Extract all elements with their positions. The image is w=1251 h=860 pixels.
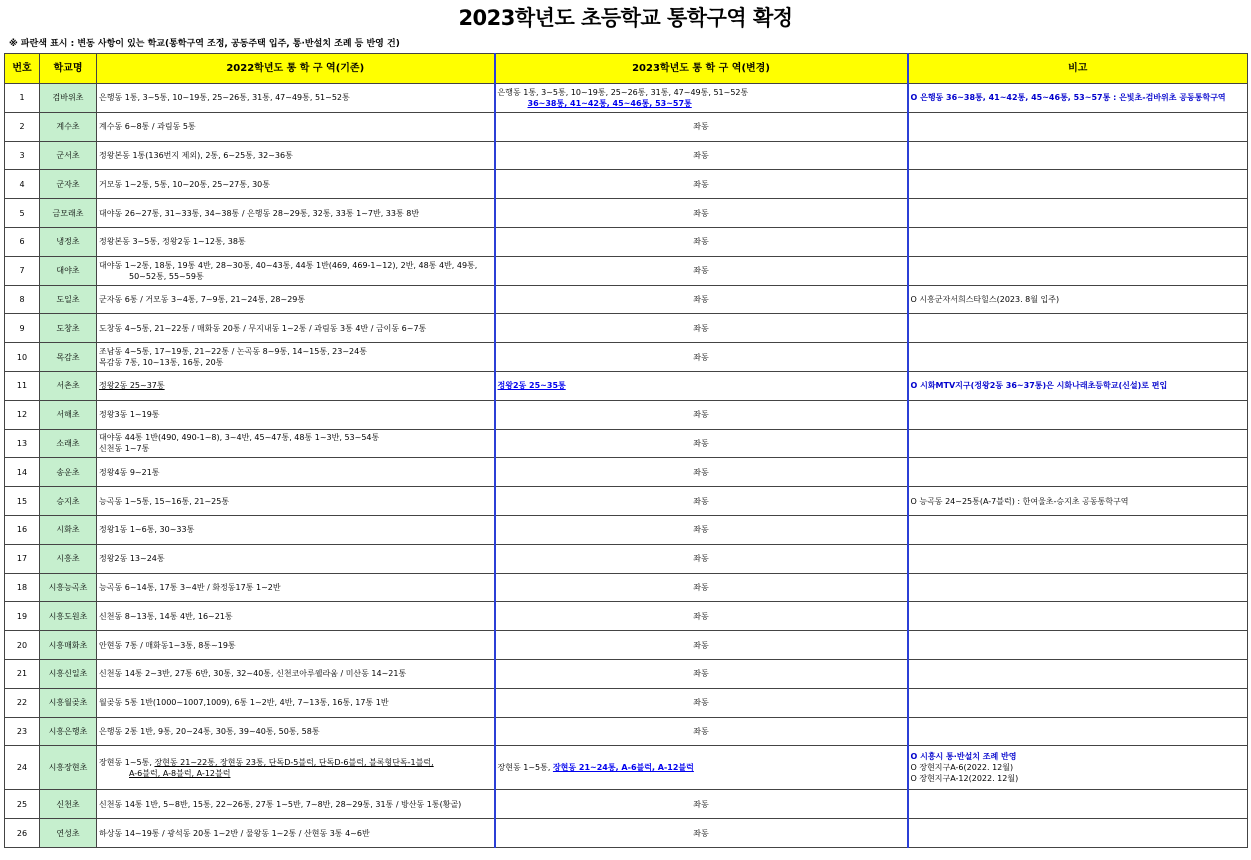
school-name: 시흥도원초	[40, 602, 97, 631]
school-name: 송운초	[40, 458, 97, 487]
row-number: 19	[5, 602, 40, 631]
table-header-row	[5, 54, 1248, 84]
school-name: 냉정초	[40, 227, 97, 256]
remark	[908, 790, 1248, 819]
row-number: 11	[5, 371, 40, 400]
remark	[908, 573, 1248, 602]
row-number: 6	[5, 227, 40, 256]
school-name: 도일초	[40, 285, 97, 314]
new-district-changed: 장현동 21~24통, A-6블럭, A-12블럭	[552, 763, 694, 773]
new-district: 좌동	[495, 515, 908, 544]
old-district: 정왕본동 1통(136번지 제외), 2통, 6~25통, 32~36통	[97, 141, 495, 170]
row-number: 5	[5, 199, 40, 228]
old-district: 능곡동 6~14통, 17통 3~4반 / 화정동17통 1~2반	[97, 573, 495, 602]
header-new-district: 2023학년도 통 학 구 역(변경)	[495, 54, 908, 84]
old-district: 정왕2동 13~24통	[97, 544, 495, 573]
old-district	[97, 343, 495, 372]
row-number: 9	[5, 314, 40, 343]
remark	[908, 170, 1248, 199]
row-number: 2	[5, 112, 40, 141]
old-district-line: 장현동 21~22통, 장현동 23통, 단독D-5블럭, 단독D-6블럭, 블록형단독-1블럭,	[154, 757, 434, 767]
school-name: 도창초	[40, 314, 97, 343]
row-number: 14	[5, 458, 40, 487]
school-name: 계수초	[40, 112, 97, 141]
row-number: 3	[5, 141, 40, 170]
old-district: 신천동 8~13통, 14통 4반, 16~21통	[97, 602, 495, 631]
new-district: 좌동	[495, 573, 908, 602]
row-number: 23	[5, 717, 40, 746]
old-district: 능곡동 1~5통, 15~16통, 21~25통	[97, 487, 495, 516]
new-district: 좌동	[495, 544, 908, 573]
school-name: 군자초	[40, 170, 97, 199]
table-row	[5, 458, 1248, 487]
table-row	[5, 544, 1248, 573]
row-number: 26	[5, 819, 40, 848]
old-district: 정왕본동 3~5통, 정왕2동 1~12통, 38통	[97, 227, 495, 256]
school-name: 시흥장현초	[40, 746, 97, 790]
school-name: 금모래초	[40, 199, 97, 228]
remark: O 은행동 36~38통, 41~42통, 45~46통, 53~57통 : 은빛초-검바위초 공동통학구역	[908, 84, 1248, 113]
remark	[908, 717, 1248, 746]
row-number: 1	[5, 84, 40, 113]
old-district: 하상동 14~19통 / 광석동 20통 1~2반 / 물왕동 1~2통 / 산현동 3통 4~6반	[97, 819, 495, 848]
old-district: 정왕4동 9~21통	[97, 458, 495, 487]
table-row	[5, 314, 1248, 343]
new-district-line: 은행동 1통, 3~5통, 10~19통, 25~26통, 31통, 47~49통, 51~52통	[497, 87, 749, 97]
new-district: 좌동	[495, 256, 908, 285]
remark	[908, 429, 1248, 458]
new-district	[495, 746, 908, 790]
old-district: 안현동 7통 / 매화동1~3통, 8통~19통	[97, 631, 495, 660]
row-number: 15	[5, 487, 40, 516]
school-name: 승지초	[40, 487, 97, 516]
new-district: 좌동	[495, 314, 908, 343]
table-row	[5, 573, 1248, 602]
table-row	[5, 746, 1248, 790]
remark	[908, 199, 1248, 228]
row-number: 7	[5, 256, 40, 285]
old-district: 신천동 14통 2~3반, 27통 6반, 30통, 32~40통, 신천코아루웰라움 / 미산동 14~21통	[97, 659, 495, 688]
new-district: 좌동	[495, 141, 908, 170]
remark: O 능곡동 24~25통(A-7블럭) : 한여울초-승지초 공동통학구역	[908, 487, 1248, 516]
table-row	[5, 141, 1248, 170]
new-district-prefix: 장현동 1~5통,	[497, 763, 553, 773]
school-name: 시흥은행초	[40, 717, 97, 746]
old-district: 신천동 14통 1반, 5~8반, 15통, 22~26통, 27통 1~5반, 7~8반, 28~29통, 31통 / 방산동 1통(황골)	[97, 790, 495, 819]
row-number: 10	[5, 343, 40, 372]
table-row	[5, 631, 1248, 660]
table-row	[5, 790, 1248, 819]
table-row	[5, 285, 1248, 314]
new-district: 좌동	[495, 112, 908, 141]
header-school: 학교명	[40, 54, 97, 84]
school-name: 목감초	[40, 343, 97, 372]
old-district: 은행동 2통 1반, 9통, 20~24통, 30통, 39~40통, 50통, 58통	[97, 717, 495, 746]
legend-note: ※ 파란색 표시 : 변동 사항이 있는 학교(통학구역 조정, 공동주택 입주, 통·반설치 조례 등 반영 건)	[9, 39, 400, 49]
new-district: 좌동	[495, 790, 908, 819]
row-number: 25	[5, 790, 40, 819]
new-district: 좌동	[495, 227, 908, 256]
old-district: 정왕3동 1~19통	[97, 400, 495, 429]
table-row	[5, 199, 1248, 228]
remark	[908, 515, 1248, 544]
table-row	[5, 429, 1248, 458]
old-district	[97, 746, 495, 790]
remark	[908, 631, 1248, 660]
school-district-table	[4, 53, 1248, 848]
remark	[908, 659, 1248, 688]
row-number: 16	[5, 515, 40, 544]
school-name: 시흥매화초	[40, 631, 97, 660]
old-district: 거모동 1~2통, 5통, 10~20통, 25~27통, 30통	[97, 170, 495, 199]
table-row	[5, 819, 1248, 848]
table-row	[5, 717, 1248, 746]
old-district: 도창동 4~5통, 21~22통 / 매화동 20통 / 무지내동 1~2통 / 과림동 3통 4반 / 금이동 6~7통	[97, 314, 495, 343]
old-district-line: 50~52통, 55~59통	[129, 271, 204, 281]
old-district: 군자동 6통 / 거모동 3~4통, 7~9통, 21~24통, 28~29통	[97, 285, 495, 314]
remark	[908, 746, 1248, 790]
new-district: 좌동	[495, 285, 908, 314]
table-row	[5, 515, 1248, 544]
school-name: 시흥신일초	[40, 659, 97, 688]
new-district: 좌동	[495, 659, 908, 688]
old-district	[97, 429, 495, 458]
table-row	[5, 227, 1248, 256]
remark	[908, 314, 1248, 343]
row-number: 20	[5, 631, 40, 660]
old-district: 정왕2동 25~37통	[97, 371, 495, 400]
remark-line: O 시흥시 통·반설치 조례 반영	[910, 752, 1017, 762]
header-old-district: 2022학년도 통 학 구 역(기존)	[97, 54, 495, 84]
header-remark: 비고	[908, 54, 1248, 84]
remark	[908, 688, 1248, 717]
remark	[908, 458, 1248, 487]
table-row	[5, 256, 1248, 285]
new-district-changed: 36~38통, 41~42통, 45~46통, 53~57통	[527, 98, 692, 108]
table-row	[5, 487, 1248, 516]
new-district: 좌동	[495, 400, 908, 429]
school-name: 대야초	[40, 256, 97, 285]
new-district: 좌동	[495, 717, 908, 746]
remark	[908, 602, 1248, 631]
remark	[908, 256, 1248, 285]
old-district-line: 목감동 7통, 10~13통, 16통, 20통	[99, 358, 224, 368]
new-district: 좌동	[495, 458, 908, 487]
page-title: 2023학년도 초등학교 통학구역 확정	[458, 6, 793, 30]
school-name: 시흥능곡초	[40, 573, 97, 602]
old-district: 계수동 6~8통 / 과림동 5통	[97, 112, 495, 141]
row-number: 21	[5, 659, 40, 688]
school-name: 서해초	[40, 400, 97, 429]
table-row	[5, 371, 1248, 400]
remark	[908, 544, 1248, 573]
row-number: 17	[5, 544, 40, 573]
new-district: 좌동	[495, 487, 908, 516]
table-row	[5, 659, 1248, 688]
table-row	[5, 343, 1248, 372]
school-name: 시흥초	[40, 544, 97, 573]
table-row	[5, 112, 1248, 141]
old-district: 대야동 26~27통, 31~33통, 34~38통 / 은행동 28~29통, 32통, 33통 1~7반, 33통 8반	[97, 199, 495, 228]
new-district: 정왕2동 25~35통	[495, 371, 908, 400]
school-name: 신천초	[40, 790, 97, 819]
old-district	[97, 256, 495, 285]
school-name: 시화초	[40, 515, 97, 544]
old-district-line: 신천동 1~7통	[99, 444, 150, 454]
old-district-line: A-6블럭, A-8블럭, A-12블럭	[129, 768, 231, 778]
remark	[908, 112, 1248, 141]
row-number: 12	[5, 400, 40, 429]
new-district	[495, 84, 908, 113]
remark	[908, 819, 1248, 848]
table-row	[5, 602, 1248, 631]
table-row	[5, 170, 1248, 199]
table-row	[5, 400, 1248, 429]
new-district: 좌동	[495, 199, 908, 228]
new-district: 좌동	[495, 170, 908, 199]
new-district: 좌동	[495, 429, 908, 458]
row-number: 22	[5, 688, 40, 717]
remark	[908, 400, 1248, 429]
school-name: 연성초	[40, 819, 97, 848]
new-district: 좌동	[495, 819, 908, 848]
old-district-prefix: 장현동 1~5통,	[99, 757, 155, 767]
header-no: 번호	[5, 54, 40, 84]
remark	[908, 343, 1248, 372]
remark: O 시흥군자서희스타힐스(2023. 8월 입주)	[908, 285, 1248, 314]
new-district: 좌동	[495, 602, 908, 631]
row-number: 8	[5, 285, 40, 314]
school-name: 서촌초	[40, 371, 97, 400]
new-district: 좌동	[495, 631, 908, 660]
row-number: 24	[5, 746, 40, 790]
remark	[908, 141, 1248, 170]
school-name: 시흥월곶초	[40, 688, 97, 717]
school-name: 군서초	[40, 141, 97, 170]
school-name: 검바위초	[40, 84, 97, 113]
old-district-line: 대야동 1~2통, 18통, 19통 4반, 28~30통, 40~43통, 44통 1반(469, 469-1~12), 2반, 48통 4반, 49통,	[99, 260, 478, 270]
new-district: 좌동	[495, 343, 908, 372]
old-district: 은행동 1통, 3~5통, 10~19통, 25~26통, 31통, 47~49통, 51~52통	[97, 84, 495, 113]
table-row	[5, 688, 1248, 717]
row-number: 18	[5, 573, 40, 602]
remark-line: O 장현지구A-6(2022. 12월)	[910, 763, 1014, 773]
old-district-line: 조남동 4~5통, 17~19통, 21~22통 / 논곡동 8~9통, 14~15통, 23~24통	[99, 347, 367, 357]
remark: O 시화MTV지구(정왕2동 36~37통)은 시화나래초등학교(신설)로 편입	[908, 371, 1248, 400]
table-row	[5, 84, 1248, 113]
row-number: 4	[5, 170, 40, 199]
remark	[908, 227, 1248, 256]
old-district: 월곶동 5통 1반(1000~1007,1009), 6통 1~2반, 4반, 7~13통, 16통, 17통 1반	[97, 688, 495, 717]
old-district: 정왕1동 1~6통, 30~33통	[97, 515, 495, 544]
old-district-line: 대야동 44통 1반(490, 490-1~8), 3~4반, 45~47통, 48통 1~3반, 53~54통	[99, 433, 380, 443]
row-number: 13	[5, 429, 40, 458]
remark-line: O 장현지구A-12(2022. 12월)	[910, 774, 1019, 784]
school-name: 소래초	[40, 429, 97, 458]
new-district: 좌동	[495, 688, 908, 717]
